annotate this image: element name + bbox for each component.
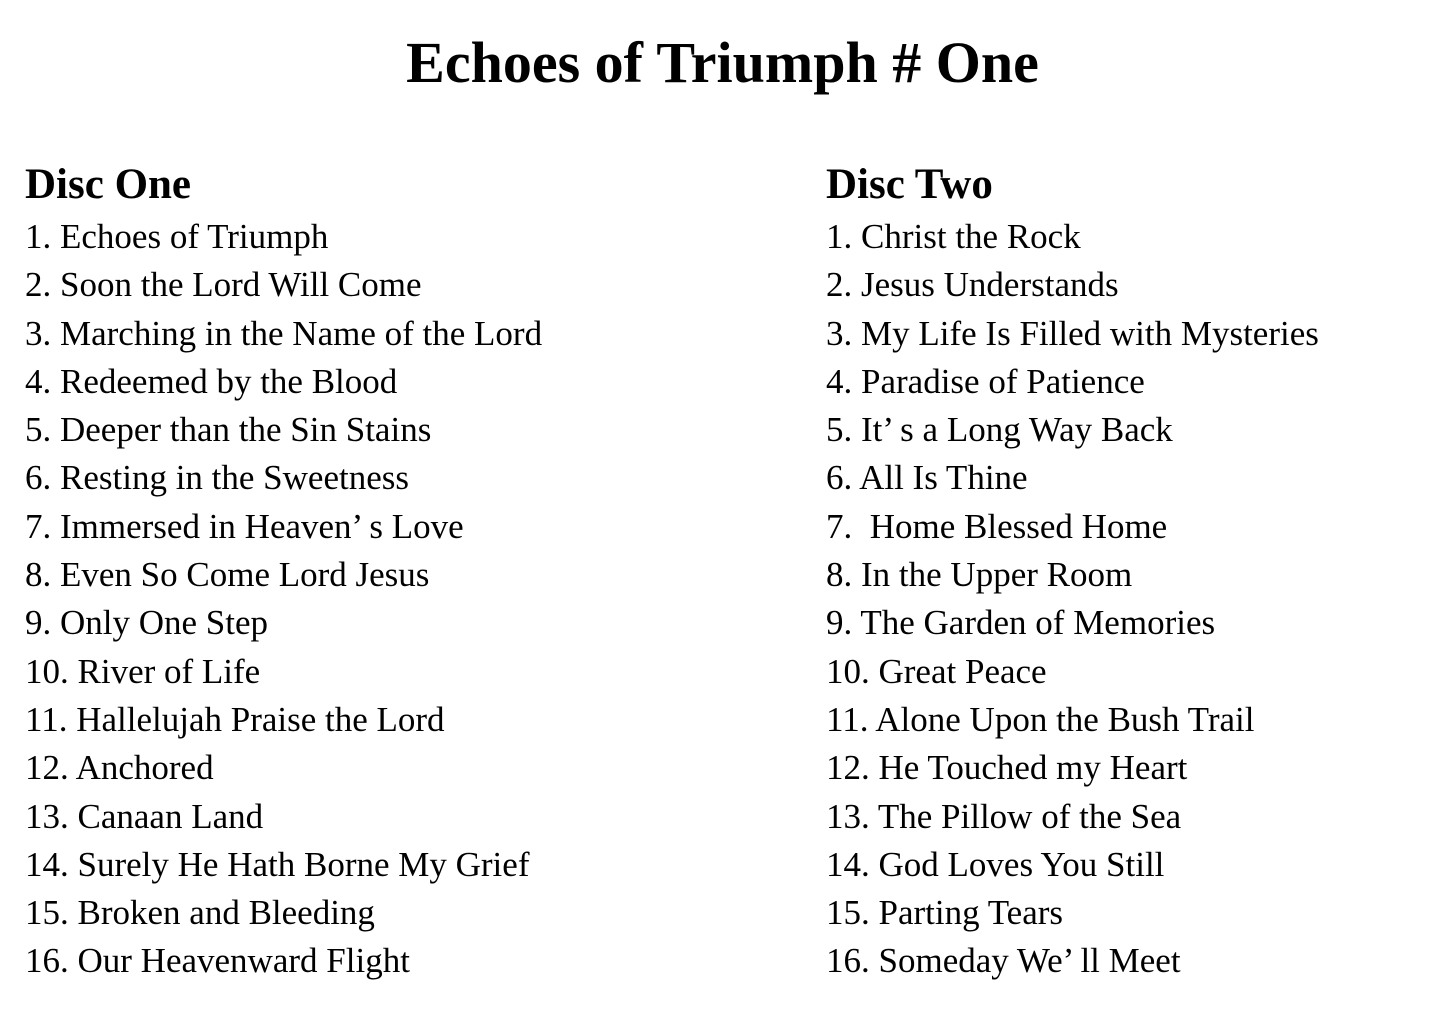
track-list-item: 8. In the Upper Room — [826, 555, 1133, 595]
track-list-item: 5. It’ s a Long Way Back — [826, 410, 1173, 450]
disc-one-heading: Disc One — [25, 161, 192, 208]
track-list-item: 11. Hallelujah Praise the Lord — [25, 699, 445, 739]
track-list-item: 8. Even So Come Lord Jesus — [25, 555, 430, 595]
track-list-item: 2. Jesus Understands — [826, 265, 1119, 305]
disc-one-track-list — [25, 213, 542, 986]
track-list-item: 16. Our Heavenward Flight — [25, 941, 410, 981]
track-list-item: 2. Soon the Lord Will Come — [25, 265, 422, 305]
page-title: Echoes of Triumph # One — [406, 30, 1039, 95]
track-list-item: 6. Resting in the Sweetness — [25, 458, 409, 498]
track-list-item: 14. Surely He Hath Borne My Grief — [25, 844, 530, 884]
track-list-item: 3. My Life Is Filled with Mysteries — [826, 313, 1319, 353]
track-list-item: 4. Paradise of Patience — [826, 361, 1145, 401]
track-list-item: 10. River of Life — [25, 651, 261, 691]
disc-one-section — [25, 157, 542, 986]
disc-two-section — [826, 157, 1319, 986]
track-list-item: 1. Christ the Rock — [826, 217, 1081, 256]
track-list-item: 5. Deeper than the Sin Stains — [25, 410, 432, 450]
track-list-item: 4. Redeemed by the Blood — [25, 361, 398, 401]
track-list-item: 16. Someday We’ ll Meet — [826, 941, 1181, 981]
track-list-item: 12. He Touched my Heart — [826, 748, 1188, 788]
track-list-item: 15. Broken and Bleeding — [25, 893, 375, 933]
track-list-item: 9. The Garden of Memories — [826, 603, 1216, 643]
track-list-item: 12. Anchored — [25, 748, 214, 788]
track-list-item: 13. Canaan Land — [25, 796, 264, 836]
track-list-item: 10. Great Peace — [826, 651, 1047, 691]
track-list-item: 7. Immersed in Heaven’ s Love — [25, 506, 464, 546]
track-list-item: 13. The Pillow of the Sea — [826, 796, 1182, 836]
track-list-item: 6. All Is Thine — [826, 458, 1028, 498]
track-list-item: 1. Echoes of Triumph — [25, 217, 329, 256]
track-list-item: 15. Parting Tears — [826, 893, 1064, 933]
track-list-item: 11. Alone Upon the Bush Trail — [826, 699, 1255, 739]
track-list-item: 9. Only One Step — [25, 603, 269, 643]
track-list-item: 7. Home Blessed Home — [826, 506, 1168, 546]
track-list-item: 3. Marching in the Name of the Lord — [25, 313, 543, 353]
track-list-item: 14. God Loves You Still — [826, 844, 1165, 884]
disc-two-heading: Disc Two — [826, 161, 993, 208]
disc-two-track-list — [826, 213, 1319, 986]
